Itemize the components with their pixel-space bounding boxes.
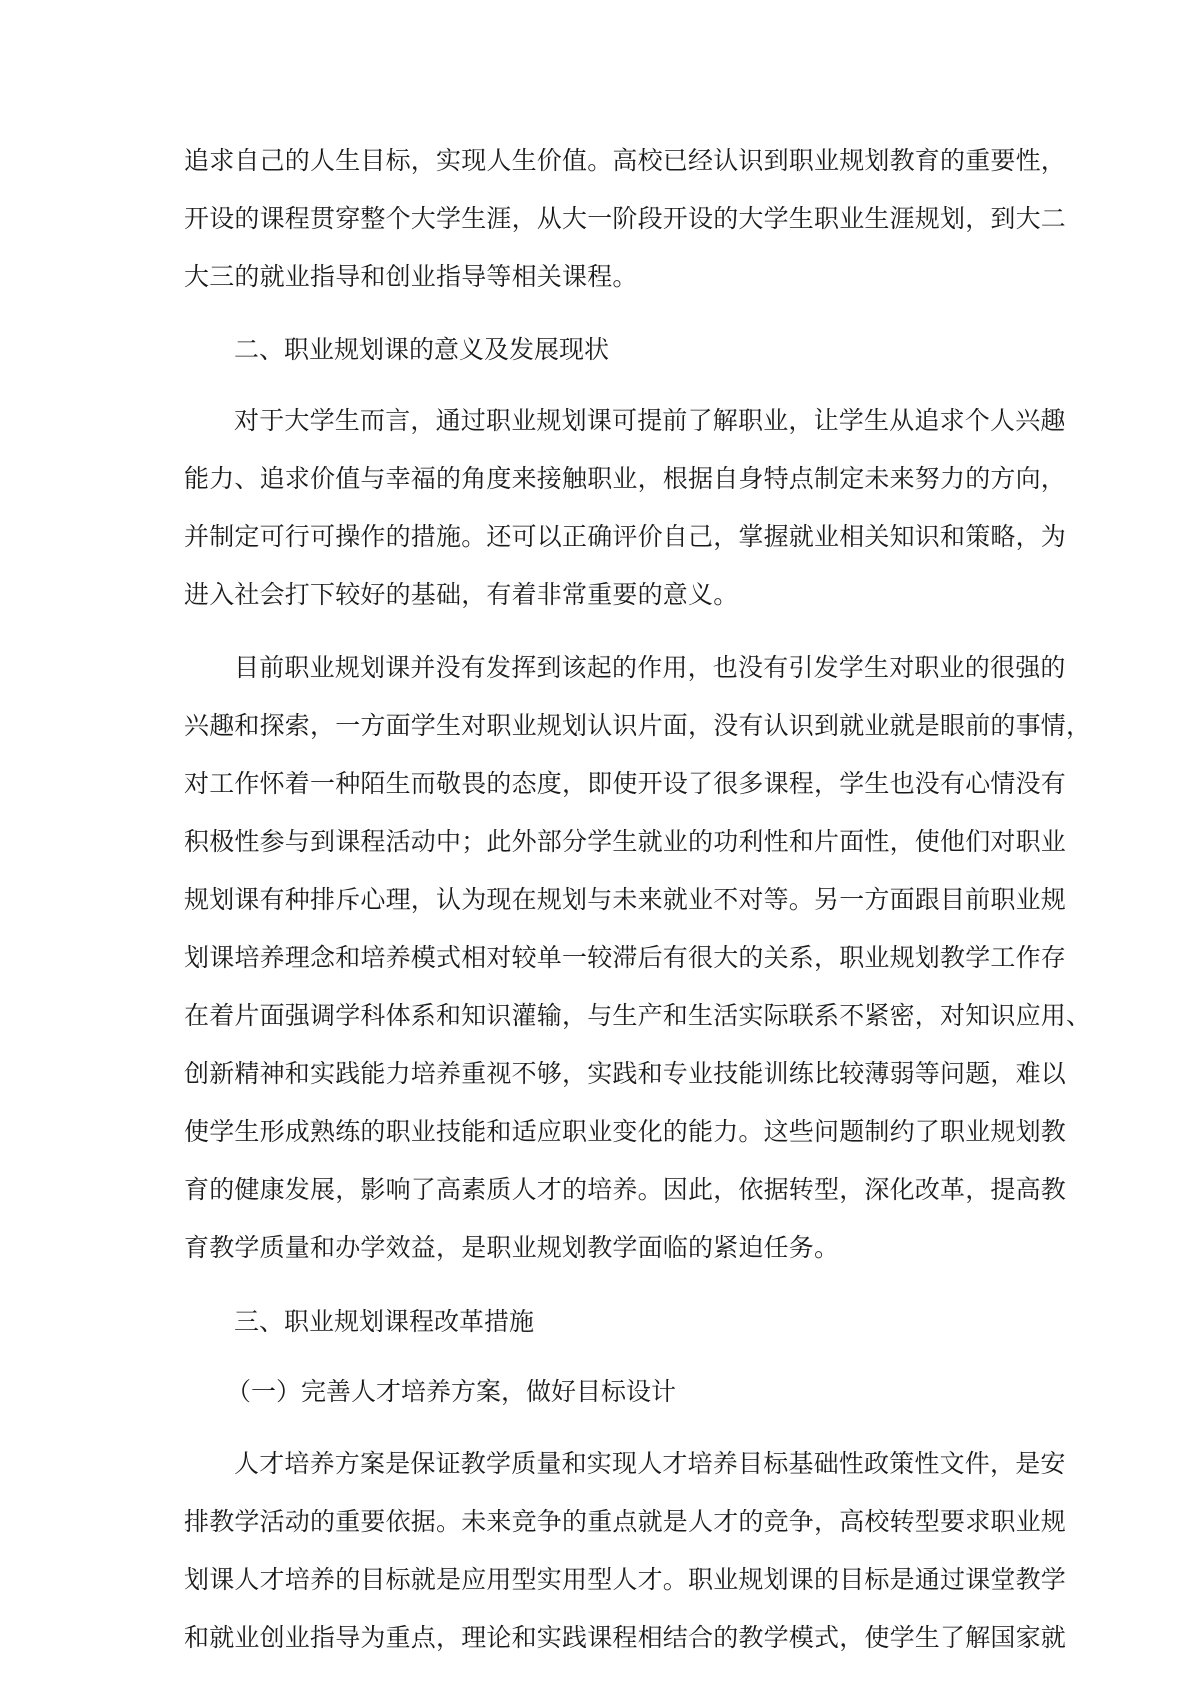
paragraph-line: 和就业创业指导为重点，理论和实践课程相结合的教学模式，使学生了解国家就 — [184, 1623, 1067, 1652]
paragraph-line: 划课人才培养的目标就是应用型实用型人才。职业规划课的目标是通过课堂教学 — [184, 1565, 1067, 1594]
paragraph-line: 排教学活动的重要依据。未来竞争的重点就是人才的竞争，高校转型要求职业规 — [184, 1507, 1067, 1536]
paragraph-line: 对工作怀着一种陌生而敬畏的态度，即使开设了很多课程，学生也没有心情没有 — [184, 769, 1067, 798]
paragraph-line: 人才培养方案是保证教学质量和实现人才培养目标基础性政策性文件，是安 — [234, 1449, 1066, 1478]
paragraph-line: 在着片面强调学科体系和知识灌输，与生产和生活实际联系不紧密，对知识应用、 — [184, 1001, 1092, 1030]
section-heading: 二、职业规划课的意义及发展现状 — [234, 335, 610, 364]
paragraph-line: 兴趣和探索，一方面学生对职业规划认识片面，没有认识到就业就是眼前的事情， — [184, 711, 1092, 740]
paragraph-line: 进入社会打下较好的基础，有着非常重要的意义。 — [184, 580, 739, 609]
subsection-heading: （一）完善人才培养方案，做好目标设计 — [226, 1377, 677, 1406]
paragraph-line: 大三的就业指导和创业指导等相关课程。 — [184, 262, 638, 291]
paragraph-line: 并制定可行可操作的措施。还可以正确评价自己，掌握就业相关知识和策略，为 — [184, 522, 1067, 551]
paragraph-line: 规划课有种排斥心理，认为现在规划与未来就业不对等。另一方面跟目前职业规 — [184, 885, 1067, 914]
paragraph-line: 使学生形成熟练的职业技能和适应职业变化的能力。这些问题制约了职业规划教 — [184, 1117, 1067, 1146]
paragraph-line: 对于大学生而言，通过职业规划课可提前了解职业，让学生从追求个人兴趣 — [234, 406, 1066, 435]
paragraph-line: 创新精神和实践能力培养重视不够，实践和专业技能训练比较薄弱等问题，难以 — [184, 1059, 1067, 1088]
paragraph-line: 追求自己的人生目标，实现人生价值。高校已经认识到职业规划教育的重要性， — [184, 146, 1067, 175]
paragraph-line: 划课培养理念和培养模式相对较单一较滞后有很大的关系，职业规划教学工作存 — [184, 943, 1067, 972]
paragraph-line: 积极性参与到课程活动中；此外部分学生就业的功利性和片面性，使他们对职业 — [184, 827, 1067, 856]
paragraph-line: 育教学质量和办学效益，是职业规划教学面临的紧迫任务。 — [184, 1233, 840, 1262]
paragraph-line: 育的健康发展，影响了高素质人才的培养。因此，依据转型，深化改革，提高教 — [184, 1175, 1067, 1204]
paragraph-line: 目前职业规划课并没有发挥到该起的作用，也没有引发学生对职业的很强的 — [234, 653, 1066, 682]
paragraph-line: 开设的课程贯穿整个大学生涯，从大一阶段开设的大学生职业生涯规划，到大二 — [184, 204, 1067, 233]
section-heading: 三、职业规划课程改革措施 — [234, 1307, 535, 1336]
paragraph-line: 能力、追求价值与幸福的角度来接触职业，根据自身特点制定未来努力的方向， — [184, 464, 1067, 493]
